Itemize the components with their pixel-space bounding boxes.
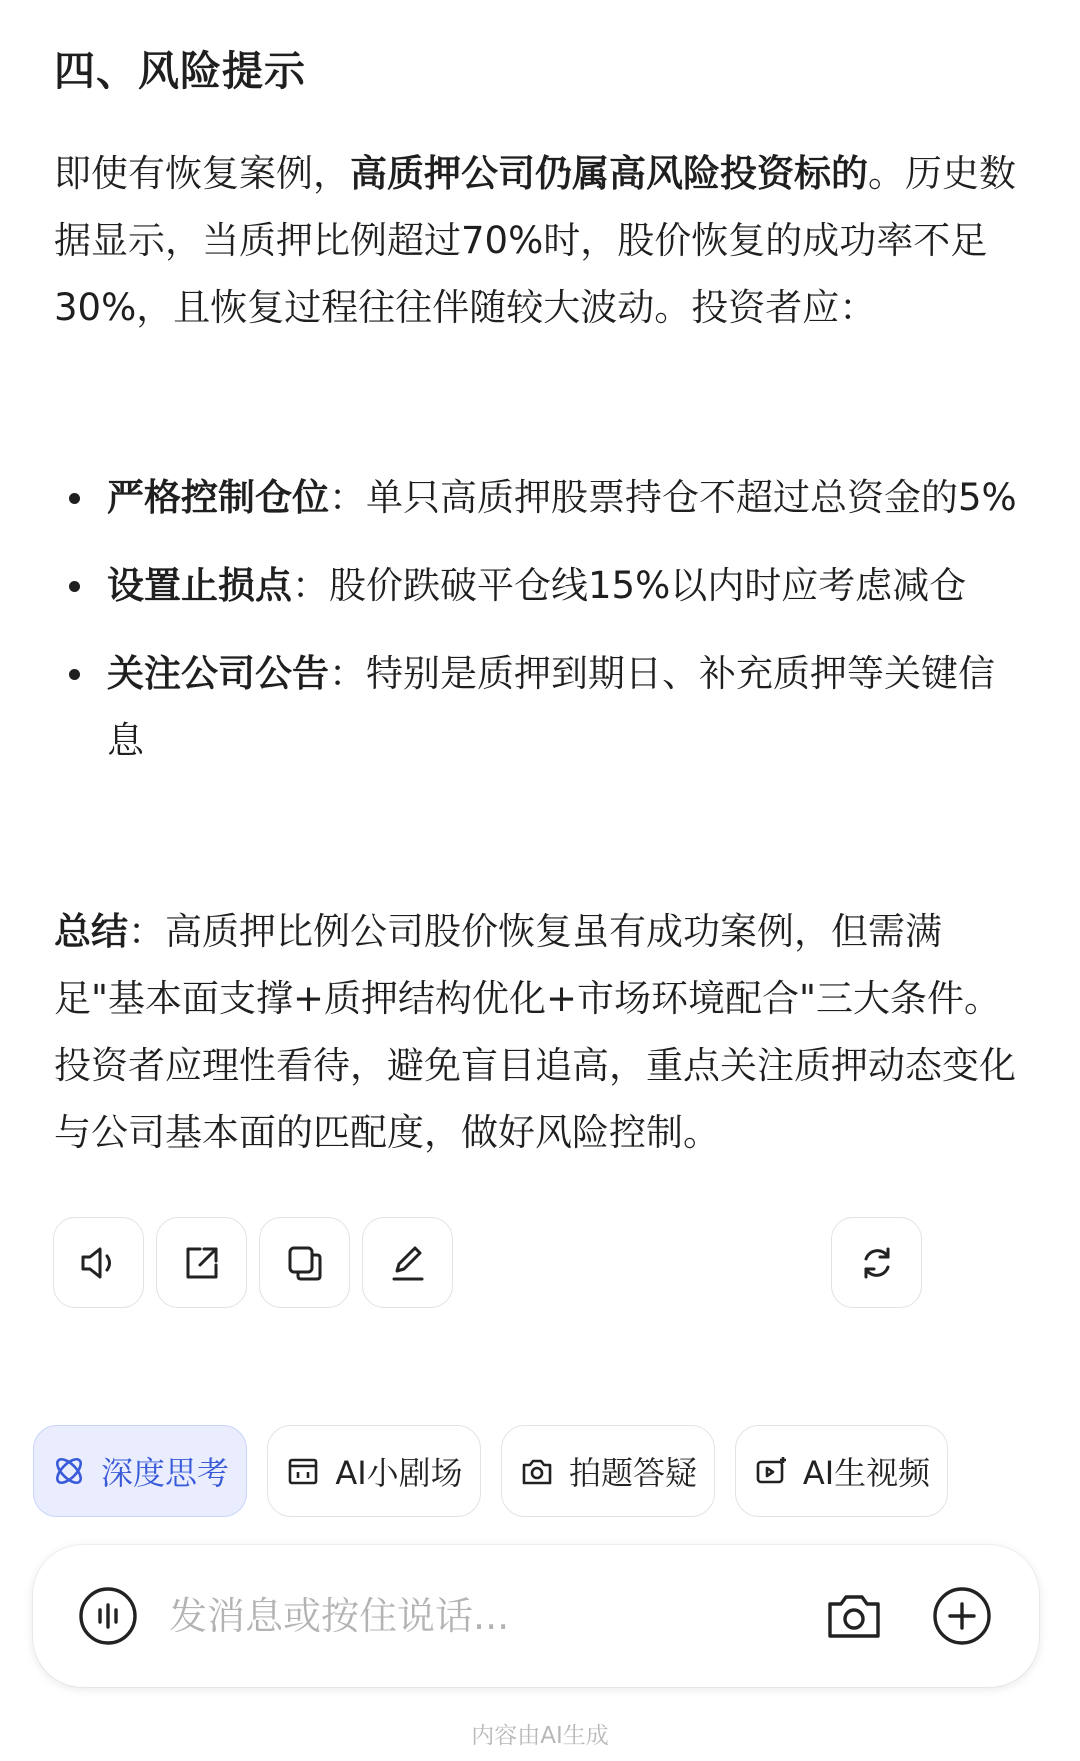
chip-ai-video[interactable]: [735, 1425, 948, 1517]
message-input-bar: [33, 1545, 1039, 1687]
ai-disclaimer: 内容由AI生成: [471, 1723, 609, 1749]
video-spark-icon: [753, 1453, 789, 1489]
chip-label: AI小剧场: [335, 1454, 463, 1492]
section-title: 四、风险提示: [54, 47, 306, 95]
feature-chips: [33, 1425, 1080, 1517]
list-item: [54, 464, 1026, 531]
chip-label: AI生视频: [802, 1454, 931, 1492]
list-item-text: ：特别是质押到期日、补充质押等关键信息: [107, 652, 995, 762]
copy-button[interactable]: [259, 1217, 350, 1308]
message-actions: [53, 1217, 1027, 1311]
theater-icon: [285, 1453, 321, 1489]
bullet-dot: [69, 669, 80, 680]
regenerate-button[interactable]: [831, 1217, 922, 1308]
intro-prefix: 即使有恢复案例，: [54, 152, 350, 195]
list-item-text: ：股价跌破平仓线15%以内时应考虑减仓: [292, 564, 967, 607]
plus-icon[interactable]: [931, 1585, 993, 1647]
list-item-title: 严格控制仓位: [107, 476, 329, 519]
camera-icon[interactable]: [823, 1585, 885, 1647]
copy-icon: [283, 1241, 327, 1285]
intro-bold: 高质押公司仍属高风险投资标的: [350, 152, 868, 195]
chip-photo-question[interactable]: [501, 1425, 715, 1517]
list-item: [54, 640, 1026, 774]
share-icon: [180, 1241, 224, 1285]
list-item-title: 设置止损点: [107, 564, 292, 607]
voice-input-icon[interactable]: [77, 1585, 139, 1647]
bullet-dot: [69, 493, 80, 504]
edit-icon: [386, 1241, 430, 1285]
summary-label: 总结: [54, 910, 128, 953]
camera-question-icon: [519, 1453, 555, 1489]
summary-paragraph: [54, 898, 1026, 1166]
atom-icon: [51, 1453, 87, 1489]
message-input[interactable]: 发消息或按住说话...: [169, 1594, 510, 1638]
intro-paragraph: [54, 140, 1026, 341]
chip-label: 深度思考: [100, 1454, 229, 1492]
share-button[interactable]: [156, 1217, 247, 1308]
speaker-icon: [77, 1241, 121, 1285]
chip-ai-theater[interactable]: [267, 1425, 481, 1517]
summary-text: ：高质押比例公司股价恢复虽有成功案例，但需满足"基本面支撑+质押结构优化+市场环境配合"三大条件。投资者应理性看待，避免盲目追高，重点关注质押动态变化与公司基本面的匹配度，做好风险控制。: [54, 910, 1016, 1154]
chip-deep-think[interactable]: [33, 1425, 247, 1517]
list-item-title: 关注公司公告: [107, 652, 329, 695]
risk-list: [54, 464, 1026, 795]
read-aloud-button[interactable]: [53, 1217, 144, 1308]
intro-suffix: 。历史数据显示，当质押比例超过70%时，股价恢复的成功率不足30%，且恢复过程往往伴随较大波动。投资者应：: [54, 152, 1016, 329]
bullet-dot: [69, 581, 80, 592]
regenerate-icon: [855, 1241, 899, 1285]
list-item: [54, 552, 1026, 619]
list-item-text: ：单只高质押股票持仓不超过总资金的5%: [329, 476, 1017, 519]
edit-button[interactable]: [362, 1217, 453, 1308]
chip-label: 拍题答疑: [568, 1454, 697, 1492]
